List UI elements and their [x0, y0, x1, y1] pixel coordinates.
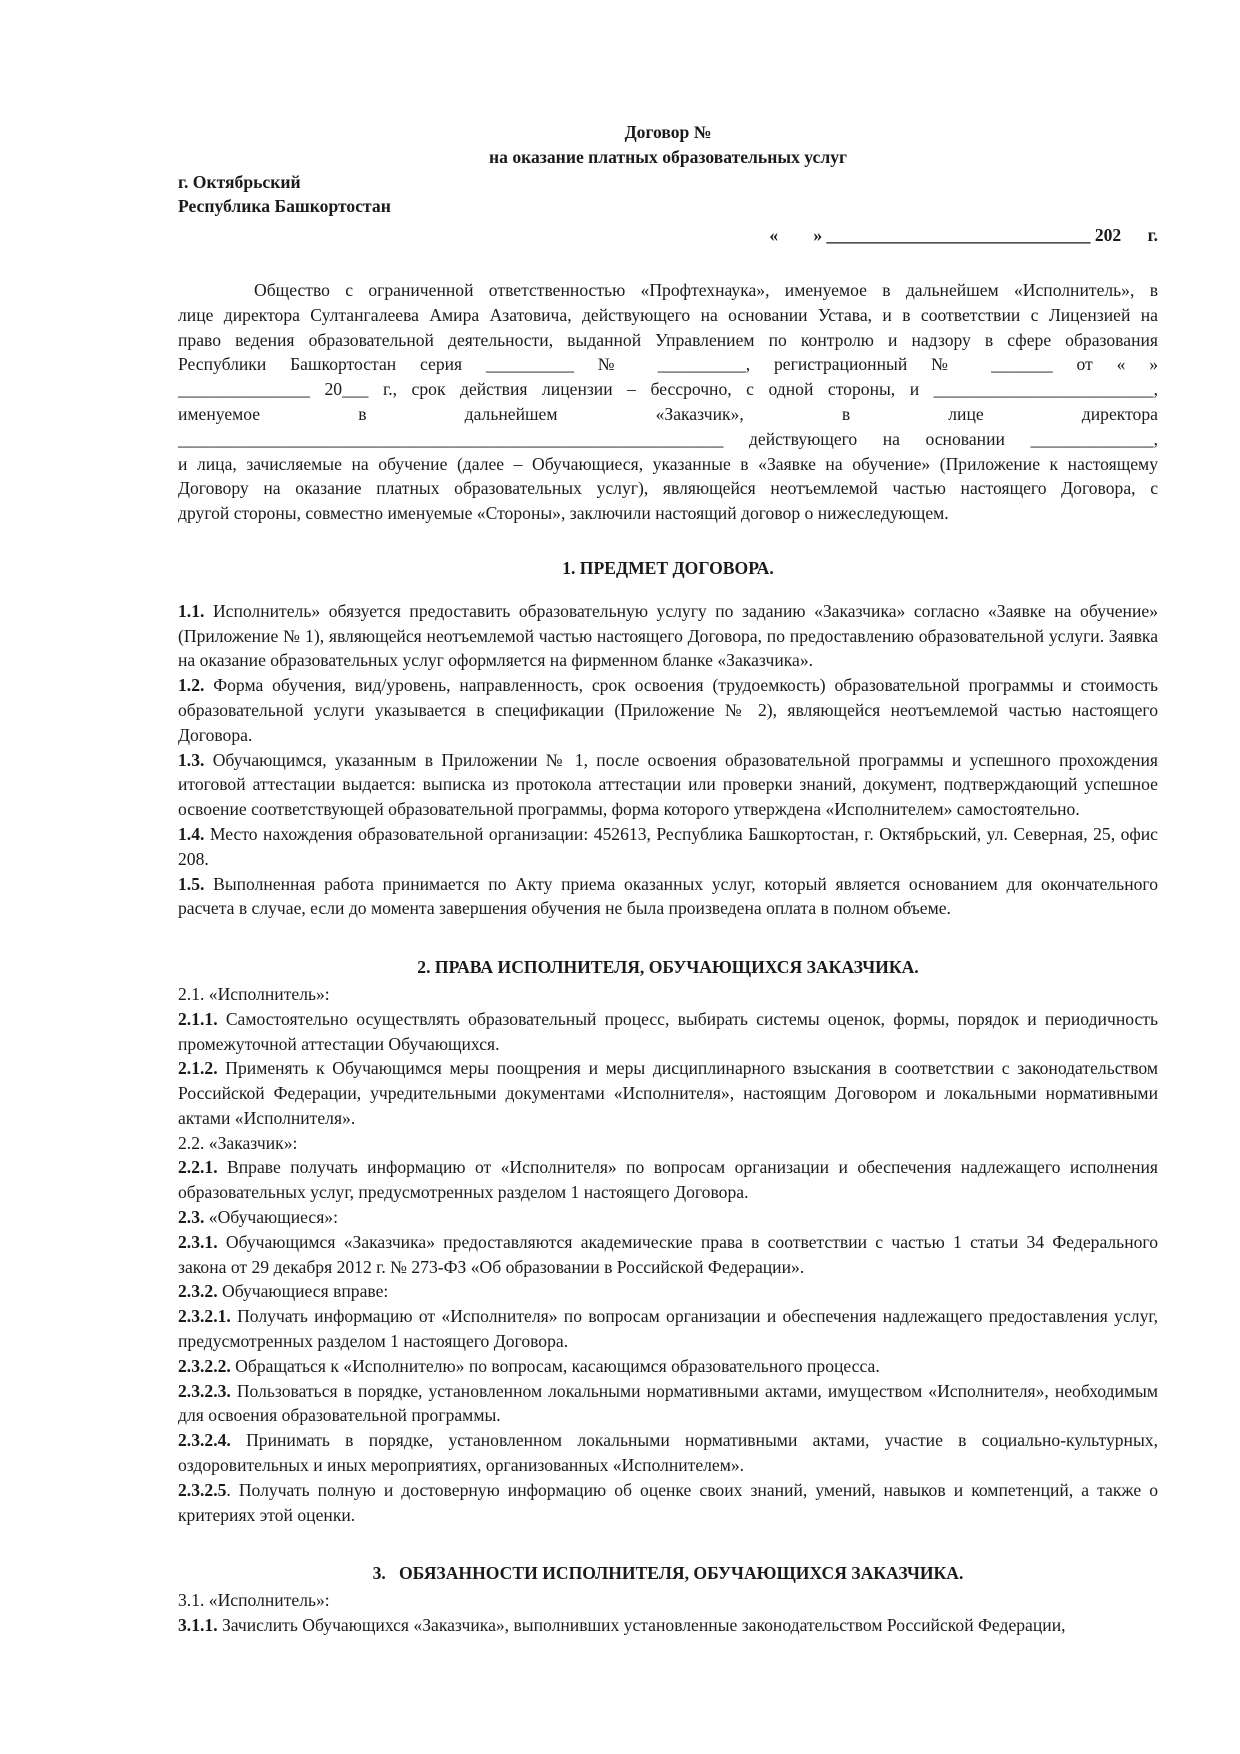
clause: [178, 822, 1158, 872]
clause-text: «Исполнитель»:: [204, 983, 330, 1004]
clause-number: 2.1.: [178, 983, 205, 1004]
clause: [178, 1155, 1158, 1205]
clause-number: 2.3.2.3.: [178, 1380, 231, 1401]
section-heading-3: 3. ОБЯЗАННОСТИ ИСПОЛНИТЕЛЯ, ОБУЧАЮЩИХСЯ ЗАКАЗЧИКА.: [372, 1563, 964, 1584]
clause-number: 2.3.2.1.: [178, 1306, 231, 1327]
clause-number: 2.2.: [178, 1132, 205, 1153]
region: Республика Башкортостан: [178, 196, 391, 217]
clause-text: «Обучающиеся»:: [204, 1207, 338, 1228]
clause-text: Самостоятельно осуществлять образовательный процесс, выбирать системы оценок, формы, порядок и периодичность промежуточной аттестации Обучающихся.: [178, 1008, 1158, 1054]
clause: [178, 1354, 1158, 1379]
clause-text: Исполнитель» обязуется предоставить образовательную услугу по заданию «Заказчика» согласно «Заявке на обучение» (Приложение № 1), являющейся неотъемлемой частью настоящего Договора, по предоставлению образовательной услуги. Заявка на оказание образовательных услуг оформляется на фирменном бланке «Заказчика».: [178, 600, 1158, 671]
contract-title: Договор №: [624, 122, 712, 142]
preamble-line: лице директора Султангалеева Амира Азатовича, действующего на основании Устава, и в соответствии с Лицензией на: [178, 304, 1158, 325]
clause-number: 1.2.: [178, 675, 205, 696]
clause-number: 1.1.: [178, 600, 205, 621]
preamble-line: Республики Башкортостан серия __________ № __________, регистрационный № _______ от « »: [178, 354, 1158, 375]
clause: [178, 673, 1158, 747]
clause-number: 2.3.2.5: [178, 1479, 227, 1500]
clause: [178, 1588, 1158, 1613]
clause: [178, 1428, 1158, 1478]
clause-number: 2.3.: [178, 1207, 205, 1228]
clause: [178, 1205, 1158, 1230]
clause-number: 2.3.2.: [178, 1281, 218, 1302]
contract-body: [178, 120, 1158, 1638]
clause-text: «Заказчик»:: [204, 1132, 298, 1153]
clause-text: «Исполнитель»:: [204, 1590, 330, 1611]
clause-text: Выполненная работа принимается по Акту приема оказанных услуг, который является основанием для окончательного расчета в случае, если до момента завершения обучения не была произведена оплата в полном объеме.: [178, 873, 1158, 919]
clause-number: 2.1.2.: [178, 1058, 218, 1079]
clause: [178, 1131, 1158, 1156]
clause: [178, 1007, 1158, 1057]
clause-text: Получать информацию от «Исполнителя» по вопросам организации и обеспечения надлежащего предоставления услуг, предусмотренных разделом 1 настоящего Договора.: [178, 1306, 1158, 1352]
clause-text: Обучающимся «Заказчика» предоставляются академические права в соответствии с частью 1 статьи 34 Федерального закона от 29 декабря 2012 г. № 273-ФЗ «Об образовании в Российской Федерации».: [178, 1231, 1158, 1277]
clause-text: Форма обучения, вид/уровень, направленность, срок освоения (трудоемкость) образовательной программы и стоимость образовательной услуги указывается в спецификации (Приложение № 2), являющейся неотъемлемой частью настоящего Договора.: [178, 675, 1158, 745]
clause-text: . Получать полную и достоверную информацию об оценке своих знаний, умений, навыков и компетенций, а также о критериях этой оценки.: [178, 1479, 1158, 1525]
preamble: [178, 278, 1158, 526]
preamble-line-spread: именуемое в дальнейшем «Заказчик», в лице директора: [178, 403, 1158, 424]
clause-number: 1.5.: [178, 873, 205, 894]
clause-text: Обучающимся, указанным в Приложении № 1, после освоения образовательной программы и успешного прохождения итоговой аттестации выдается: выписка из протокола аттестации или проверки знаний, документ, подтверждающий успешное освоение соответствующей образовательной программы, форма которого утверждена «Исполнителем» самостоятельно.: [178, 749, 1158, 820]
clause-number: 2.3.2.4.: [178, 1430, 231, 1451]
clause-number: 3.1.1.: [178, 1615, 218, 1636]
clause-text: Применять к Обучающимся меры поощрения и меры дисциплинарного взыскания в соответствии с законодательством Российской Федерации, учредительными документами «Исполнителя», настоящим Договором и локальными нормативными актами «Исполнителя».: [178, 1058, 1158, 1128]
clause: [178, 1230, 1158, 1280]
clause-text: Обучающиеся вправе:: [217, 1281, 389, 1302]
clause-number: 2.3.2.2.: [178, 1355, 231, 1376]
preamble-line: право ведения образовательной деятельности, выданной Управлением по контролю и надзору в сфере образования: [178, 329, 1158, 350]
clause: [178, 1379, 1158, 1429]
section-heading-1: 1. ПРЕДМЕТ ДОГОВОРА.: [562, 557, 774, 578]
date-line: « » ______________________________ 202 г.: [769, 225, 1158, 246]
clause-text: Зачислить Обучающихся «Заказчика», выполнивших установленные законодательством Российской Федерации,: [217, 1615, 1066, 1636]
clause: [178, 748, 1158, 822]
preamble-line: ______________________________________________________________ действующего на основании ______________,: [178, 428, 1158, 449]
clause-number: 1.3.: [178, 749, 205, 770]
section-1-items: [178, 599, 1158, 921]
city: г. Октябрьский: [178, 171, 301, 192]
clause-number: 2.2.1.: [178, 1157, 218, 1178]
clause: [178, 599, 1158, 673]
clause: [178, 872, 1158, 922]
clause: [178, 1279, 1158, 1304]
section-2-items: [178, 982, 1158, 1528]
clause: [178, 1613, 1158, 1638]
clause: [178, 982, 1158, 1007]
preamble-line: другой стороны, совместно именуемые «Стороны», заключили настоящий договор о нижеследующем.: [178, 503, 949, 524]
clause-text: Вправе получать информацию от «Исполнителя» по вопросам организации и обеспечения надлежащего исполнения образовательных услуг, предусмотренных разделом 1 настоящего Договора.: [178, 1157, 1158, 1203]
clause: [178, 1304, 1158, 1354]
preamble-line: и лица, зачисляемые на обучение (далее – Обучающиеся, указанные в «Заявке на обучение» (Приложение к настоящему: [178, 453, 1158, 474]
clause-text: Обращаться к «Исполнителю» по вопросам, касающимся образовательного процесса.: [230, 1355, 880, 1376]
section-3-items: [178, 1588, 1158, 1638]
clause-text: Принимать в порядке, установленном локальными нормативными актами, участие в социально-культурных, оздоровительных и иных мероприятиях, организованных «Исполнителем».: [178, 1430, 1158, 1476]
clause-number: 2.3.1.: [178, 1231, 218, 1252]
preamble-line: _______________ 20___ г., срок действия лицензии – бессрочно, с одной стороны, и _________________________,: [178, 379, 1158, 400]
clause-number: 2.1.1.: [178, 1008, 218, 1029]
clause: [178, 1478, 1158, 1528]
preamble-line: Общество с ограниченной ответственностью «Профтехнаука», именуемое в дальнейшем «Исполнитель», в: [254, 279, 1158, 300]
clause: [178, 1056, 1158, 1130]
contract-subtitle: на оказание платных образовательных услуг: [489, 146, 847, 167]
clause-number: 3.1.: [178, 1590, 205, 1611]
clause-text: Пользоваться в порядке, установленном локальными нормативными актами, имуществом «Исполнителя», необходимым для освоения образовательной программы.: [178, 1380, 1158, 1426]
clause-number: 1.4.: [178, 823, 205, 844]
preamble-line: Договору на оказание платных образовательных услуг), являющейся неотъемлемой частью настоящего Договора, с: [178, 478, 1158, 499]
section-heading-2: 2. ПРАВА ИСПОЛНИТЕЛЯ, ОБУЧАЮЩИХСЯ ЗАКАЗЧИКА.: [417, 957, 919, 978]
clause-text: Место нахождения образовательной организации: 452613, Республика Башкортостан, г. Октябрьский, ул. Северная, 25, офис 208.: [178, 823, 1158, 869]
